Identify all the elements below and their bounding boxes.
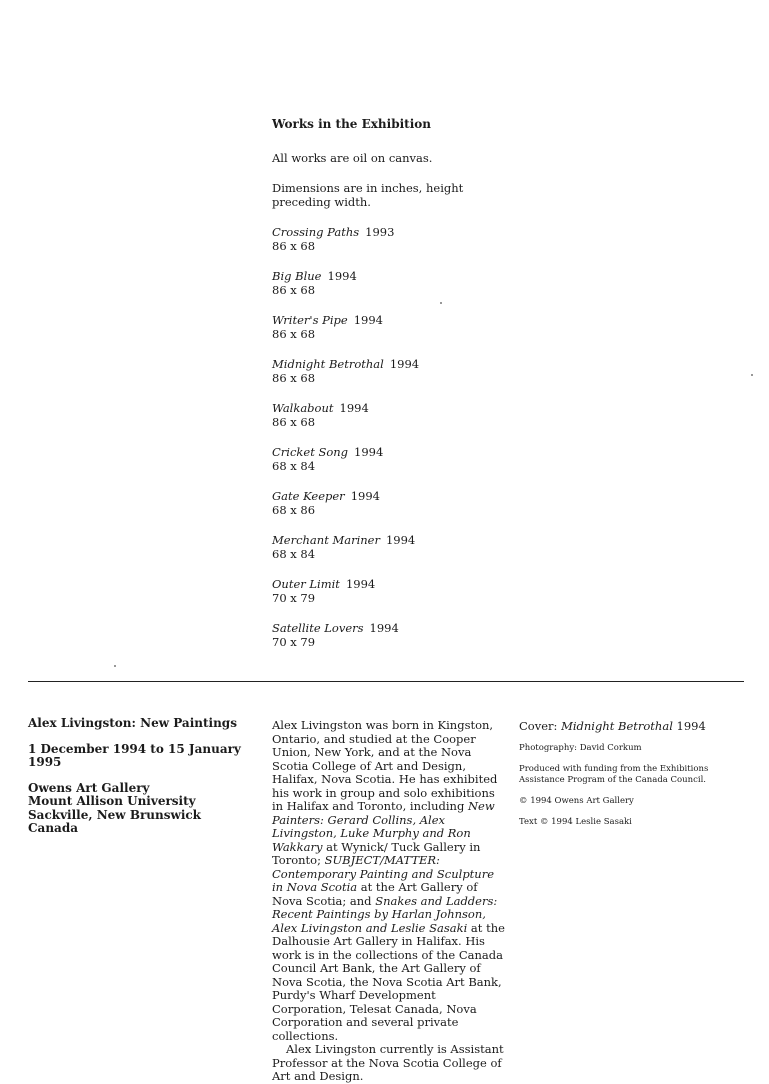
exhibition-info [28,717,258,836]
cover-title: Midnight Betrothal [561,719,673,733]
work-item [272,401,512,429]
work-title: Writer's Pipe [272,313,348,327]
work-year: 1994 [339,401,369,415]
work-size: 86 x 68 [272,239,316,253]
work-year: 1994 [389,357,420,371]
work-size: 86 x 68 [272,371,316,385]
credits [519,719,749,838]
medium-note: All works are oil on canvas. [272,151,433,165]
gallery-copyright: © 1994 Owens Art Gallery [519,796,634,806]
exhibition-dates: 1 December 1994 to 15 January 1995 [28,741,241,769]
bio-exhibition-title: Snakes and Ladders: Recent Paintings by Harlan Johnson, Alex Livingston and Leslie Sasaki [272,893,498,935]
work-title: Cricket Song [272,445,349,459]
work-title: Outer Limit [272,577,340,591]
dimensions-note: Dimensions are in inches, height preceding width. [272,181,464,209]
venue-line: Owens Art Gallery [28,780,150,795]
work-item [272,269,512,297]
work-item [272,313,512,341]
work-item [272,489,512,517]
cover-label: Cover: [519,719,562,733]
cover-credit [519,719,749,733]
work-title: Big Blue [272,269,322,283]
bio-paragraph [272,719,508,1043]
work-title: Crossing Paths [272,225,360,239]
work-item [272,445,512,473]
work-year: 1994 [350,489,380,503]
scan-speck [114,665,116,667]
work-year: 1994 [385,533,416,547]
work-size: 86 x 68 [272,283,316,297]
work-item [272,533,512,561]
bio-text: at the Dalhousie Art Gallery in Halifax. His work is in the collections of the Canada Council Art Bank, the Art Gallery of Nova Scotia, the Nova Scotia Art Bank, Purdy's Wharf Development Corporation, Telesat Canada, Nova Corporation and several private collections. [272,920,505,1043]
venue-line: Canada [28,821,78,835]
work-size: 68 x 86 [272,503,316,517]
work-year: 1994 [369,621,399,635]
work-item [272,225,512,253]
work-size: 86 x 68 [272,327,316,341]
work-year: 1994 [345,577,376,591]
work-year: 1994 [354,445,384,459]
work-item [272,357,512,385]
works-list-section [272,117,512,665]
bio-paragraph: Alex Livingston currently is Assistant Professor at the Nova Scotia College of Art and Design. [272,1042,504,1083]
venue-line: Mount Allison University [28,794,196,808]
work-title: Midnight Betrothal [272,357,384,371]
venue-line: Sackville, New Brunswick [28,807,201,822]
cover-year: 1994 [676,719,706,733]
text-copyright: Text © 1994 Leslie Sasaki [519,817,632,827]
bio-text: Alex Livingston was born in Kingston, Ontario, and studied at the Cooper Union, New York, and at the Nova Scotia College of Art and Design, Halifax, Nova Scotia. He has exhibited his work in group and solo exhibitions in Halifax and Toronto, including [272,718,498,813]
work-size: 68 x 84 [272,459,316,473]
scan-speck [751,374,753,376]
exhibition-title: Alex Livingston: New Paintings [28,716,237,730]
bio-exhibition-title: New Painters: Gerard Collins, Alex Livingston, Luke Murphy and Ron Wakkary [272,799,495,854]
work-title: Walkabout [272,401,334,415]
work-year: 1994 [353,313,383,327]
works-heading: Works in the Exhibition [272,117,431,131]
work-year: 1993 [365,225,395,239]
funding-credit: Produced with funding from the Exhibitions Assistance Program of the Canada Council. [519,764,709,785]
work-year: 1994 [327,269,357,283]
bio-text: at the Art Gallery of Nova Scotia; and [272,880,478,908]
work-item [272,621,512,649]
work-item [272,577,512,605]
work-size: 70 x 79 [272,635,316,649]
photography-credit: Photography: David Corkum [519,743,642,753]
work-title: Satellite Lovers [272,621,364,635]
scan-speck [440,302,442,304]
bio-text: at Wynick/ Tuck Gallery in Toronto; [272,839,481,867]
work-size: 68 x 84 [272,547,316,561]
work-size: 86 x 68 [272,415,316,429]
artist-biography [272,719,508,1084]
horizontal-divider [28,681,744,682]
work-title: Gate Keeper [272,489,345,503]
work-size: 70 x 79 [272,591,316,605]
work-title: Merchant Mariner [272,533,380,547]
bio-exhibition-title: SUBJECT/MATTER: Contemporary Painting and Sculpture in Nova Scotia [272,853,495,894]
